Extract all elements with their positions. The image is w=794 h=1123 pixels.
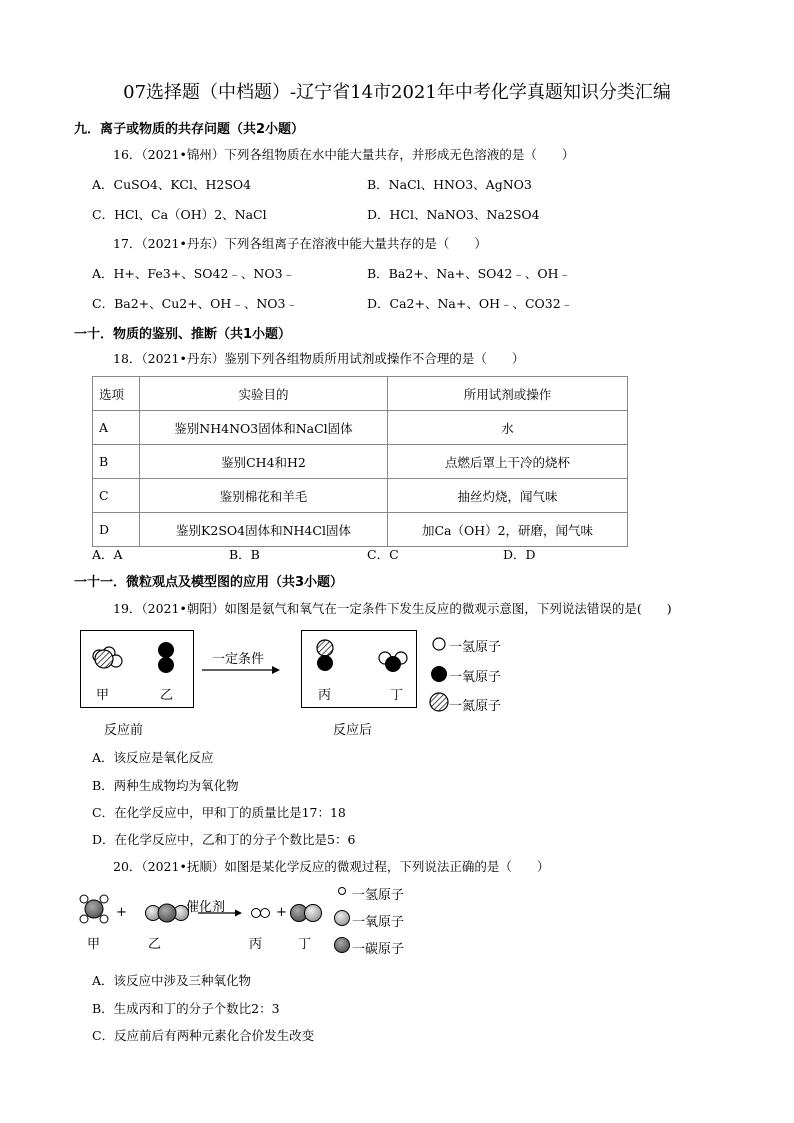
q19-reactant-molecules (80, 630, 192, 680)
table-cell: 鉴别棉花和羊毛 (140, 479, 388, 513)
q16-stem: 16．（2021•锦州）下列各组物质在水中能大量共存，并形成无色溶液的是（ ） (113, 147, 575, 162)
q19-product-molecules (301, 630, 415, 680)
page-title: 07选择题（中档题）-辽宁省14市2021年中考化学真题知识分类汇编 (123, 82, 671, 103)
q19-label-ding: 丁 (390, 688, 404, 703)
q19-condition: 一定条件 (212, 652, 265, 667)
table-cell: 抽丝灼烧，闻气味 (388, 479, 628, 513)
q20-option-c: C．反应前后有两种元素化合价发生改变 (92, 1028, 315, 1043)
hydrogen-atom-icon (433, 638, 445, 650)
q18-stem: 18．（2021•丹东）鉴别下列各组物质所用试剂或操作不合理的是（ ） (113, 351, 525, 366)
q17-option-d: D．Ca2+、Na+、OH﹣、CO32﹣ (367, 296, 574, 311)
q19-label-bing: 丙 (318, 688, 332, 703)
q19-label-yi: 乙 (160, 688, 174, 703)
nitrogen-atom-icon (430, 693, 448, 711)
section-10-heading: 一十．物质的鉴别、推断（共1小题） (74, 327, 292, 342)
q18-option-b: B．B (229, 547, 260, 562)
q17-stem: 17．（2021•丹东）下列各组离子在溶液中能大量共存的是（ ） (113, 236, 487, 251)
table-cell: A (93, 411, 140, 445)
oxygen-atom-icon (158, 657, 174, 673)
q20-option-b: B．生成丙和丁的分子个数比2：3 (92, 1001, 280, 1016)
oxygen-atom-icon (385, 656, 401, 672)
q20-stem: 20．（2021•抚顺）如图是某化学反应的微观过程，下列说法正确的是（ ） (113, 859, 550, 874)
table-header-row (93, 377, 628, 411)
hydrogen-atom-icon (252, 909, 261, 918)
q19-before-caption: 反应前 (104, 723, 144, 738)
table-row (93, 445, 628, 479)
q20-plus-sign: + (276, 905, 287, 920)
table-cell: B (93, 445, 140, 479)
q18-option-d: D．D (503, 547, 536, 562)
oxygen-atom-icon (158, 642, 174, 658)
q20-label-jia: 甲 (87, 937, 101, 952)
table-cell: 鉴别CH4和H2 (140, 445, 388, 479)
table-row (93, 479, 628, 513)
q19-after-caption: 反应后 (333, 723, 373, 738)
hydrogen-atom-icon (100, 895, 108, 903)
q16-option-b: B．NaCl、HNO3、AgNO3 (367, 177, 532, 192)
q19-option-a: A．该反应是氧化反应 (92, 750, 214, 765)
q20-label-bing: 丙 (249, 937, 263, 952)
q19-option-d: D．在化学反应中，乙和丁的分子个数比是5：6 (92, 832, 356, 847)
table-header-cell: 实验目的 (140, 377, 388, 411)
oxygen-atom-icon (305, 905, 322, 922)
hydrogen-atom-icon (80, 915, 88, 923)
section-9-heading: 九．离子或物质的共存问题（共2小题） (74, 122, 305, 137)
q18-option-c: C．C (367, 547, 399, 562)
section-11-heading: 一十一．微粒观点及模型图的应用（共3小题） (74, 575, 344, 590)
q17-option-c: C．Ba2+、Cu2+、OH﹣、NO3﹣ (92, 296, 298, 311)
q19-option-b: B．两种生成物均为氧化物 (92, 778, 239, 793)
q17-option-a: A．H+、Fe3+、SO42﹣、NO3﹣ (92, 266, 296, 281)
q18-option-a: A．A (92, 547, 123, 562)
right-arrow-icon (200, 664, 282, 676)
table-cell: C (93, 479, 140, 513)
q16-option-a: A．CuSO4、KCl、H2SO4 (92, 177, 252, 192)
q20-catalyst: 催化剂 (186, 900, 226, 915)
hydrogen-atom-icon (80, 895, 88, 903)
table-header-cell: 所用试剂或操作 (388, 377, 628, 411)
table-row (93, 513, 628, 547)
q19-label-jia: 甲 (96, 688, 110, 703)
hydrogen-atom-icon (261, 909, 270, 918)
carbon-atom-icon (85, 900, 103, 918)
q19-legend-icons (428, 636, 450, 716)
q20-option-a: A．该反应中涉及三种氧化物 (92, 973, 252, 988)
table-cell: 水 (388, 411, 628, 445)
q19-option-c: C．在化学反应中，甲和丁的质量比是17：18 (92, 805, 346, 820)
q16-option-c: C．HCl、Ca（OH）2、NaCl (92, 207, 267, 222)
hydrogen-atom-icon (100, 915, 108, 923)
oxygen-atom-icon (335, 911, 350, 926)
q17-option-b: B．Ba2+、Na+、SO42﹣、OH﹣ (367, 266, 571, 281)
q20-legend-hydrogen: 一氢原子 (352, 888, 405, 903)
table-cell: 点燃后罩上干冷的烧杯 (388, 445, 628, 479)
table-cell: 鉴别K2SO4固体和NH4Cl固体 (140, 513, 388, 547)
q19-legend-hydrogen: 一氢原子 (449, 640, 502, 655)
hydrogen-atom-icon (339, 888, 346, 895)
table-header-cell: 选项 (93, 377, 140, 411)
table-cell: 加Ca（OH）2，研磨，闻气味 (388, 513, 628, 547)
q20-legend-carbon: 一碳原子 (352, 942, 405, 957)
table-row (93, 411, 628, 445)
q19-legend-nitrogen: 一氮原子 (449, 699, 502, 714)
q19-stem: 19．（2021•朝阳）如图是氨气和氧气在一定条件下发生反应的微观示意图，下列说法错误的是( ) (113, 601, 672, 616)
carbon-atom-icon (335, 938, 350, 953)
oxygen-atom-icon (431, 666, 447, 682)
nitrogen-atom-icon (317, 640, 333, 656)
table-cell: D (93, 513, 140, 547)
q20-label-ding: 丁 (298, 937, 312, 952)
q20-legend-oxygen: 一氧原子 (352, 915, 405, 930)
table-cell: 鉴别NH4NO3固体和NaCl固体 (140, 411, 388, 445)
nitrogen-atom-icon (95, 650, 113, 668)
carbon-atom-icon (158, 904, 176, 922)
oxygen-atom-icon (317, 655, 333, 671)
q20-label-yi: 乙 (148, 937, 162, 952)
q20-plus-sign: + (116, 905, 127, 920)
q16-option-d: D．HCl、NaNO3、Na2SO4 (367, 207, 540, 222)
q19-legend-oxygen: 一氧原子 (449, 670, 502, 685)
q18-table (92, 376, 628, 547)
